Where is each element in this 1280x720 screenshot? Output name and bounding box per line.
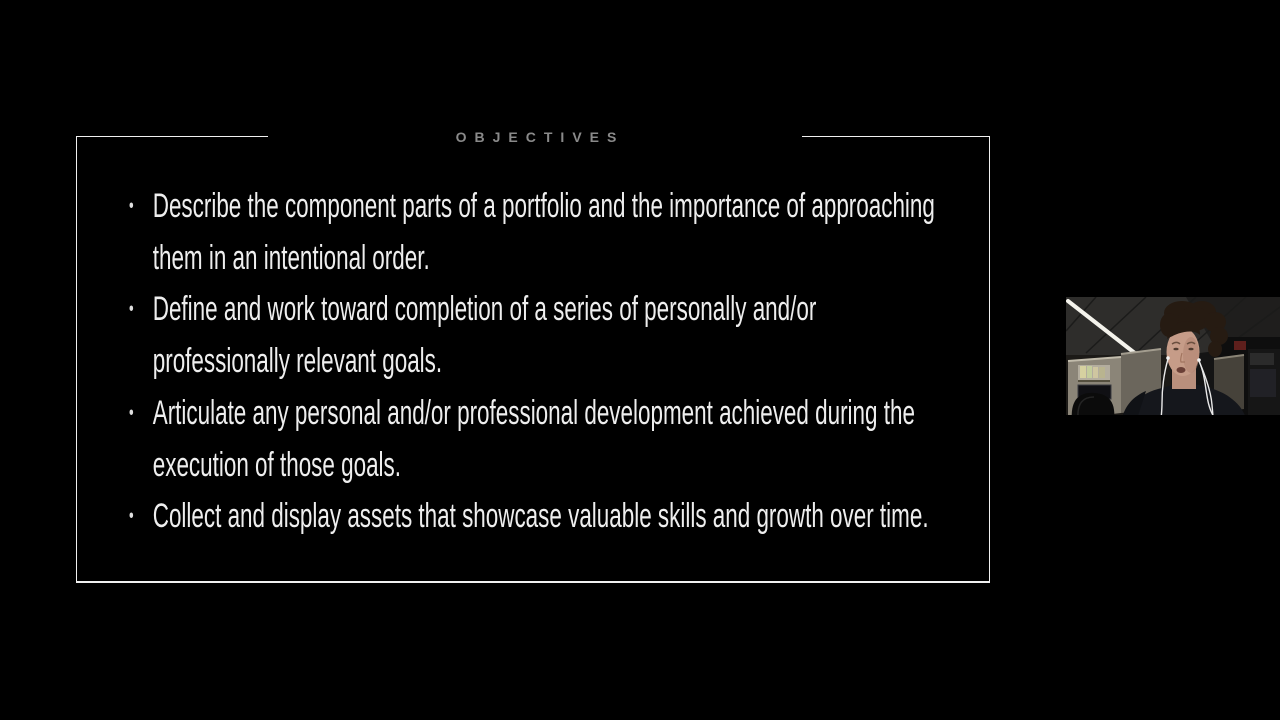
title-rule-right [802, 136, 990, 137]
objective-text: Collect and display assets that showcase valuable skills and growth over time. [152, 497, 929, 536]
webcam-video [1066, 297, 1280, 422]
bullet-icon: • [128, 195, 134, 217]
slide-title: OBJECTIVES [455, 129, 625, 145]
objectives-list [127, 181, 945, 543]
participant-video-tile[interactable] [1066, 297, 1280, 422]
bullet-icon: • [128, 298, 134, 321]
objective-text: Define and work toward completion of a series of personally and/or professionally relevant goals. [152, 290, 817, 381]
objective-item [127, 284, 945, 387]
objective-text: Articulate any personal and/or professional development achieved during the execution of those goals. [152, 393, 915, 484]
objective-item [127, 388, 945, 491]
mouth [1177, 367, 1186, 373]
objective-item [127, 491, 945, 543]
bullet-icon: • [128, 401, 134, 424]
objective-item [127, 181, 945, 284]
bullet-icon: • [128, 505, 134, 528]
objective-text: Describe the component parts of a portfolio and the importance of approaching them in an intentional order. [152, 187, 935, 277]
title-rule-left [76, 136, 268, 137]
